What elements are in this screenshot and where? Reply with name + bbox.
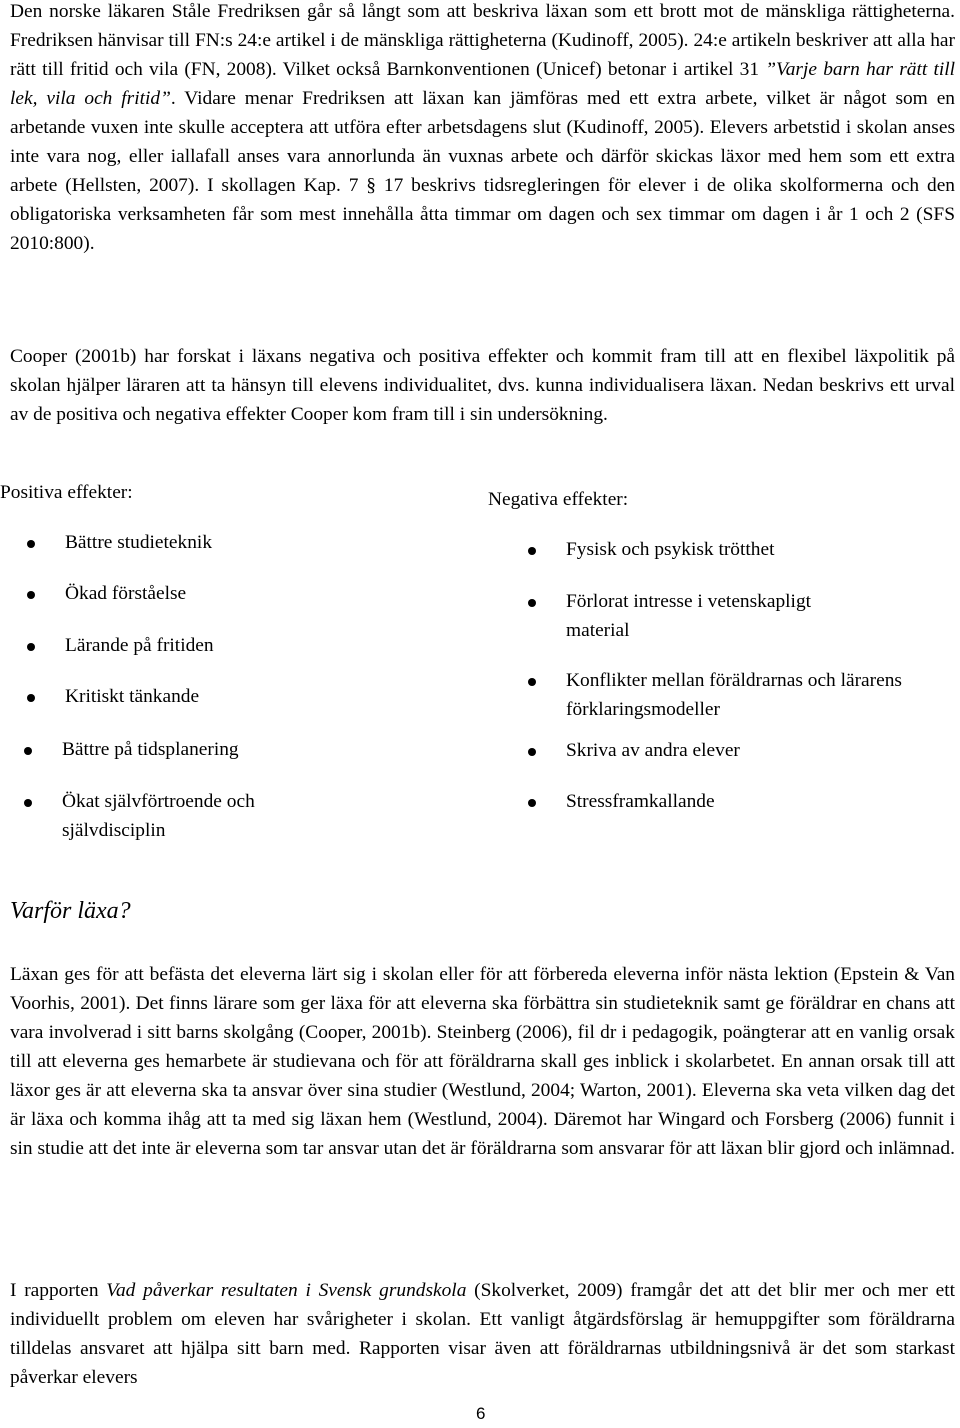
paragraph-purpose: Läxan ges för att befästa det eleverna lärt sig i skolan eller för att förbereda eleverna inför nästa lektion (Epstein & Van Voorhis, 2001). Det finns lärare som ger läxa för att eleverna ska förbättra sin studieteknik samt ge föräldrar en chans att vara involverad i sitt barns skolgång (Cooper, 2001b). Steinberg (2006), fil dr i pedagogik, poängterar att en vanlig orsak till att eleverna ges hemarbete är studievana och för att föräldrarna skall ges inblick i skolarbetet. En annan orsak till att läxor ges är att eleverna ska ta ansvar över sina studier (Westlund, 2004; Warton, 2001). Eleverna ska veta vilken dag det är läxa och komma ihåg att ta med sig läxan hem (Westlund, 2004). Däremot har Wingard och Forsberg (2006) funnit i sin studie att det inte är eleverna som tar ansvar utan det är föräldrarna som ansvarar för att läxan blir gjord och inlämnad. [10, 964, 955, 1159]
list-item: Skriva av andra elever [528, 736, 888, 765]
section-heading: Varför läxa? [10, 898, 131, 924]
list-item: Ökat självförtroende och självdisciplin [24, 787, 324, 845]
paragraph-text: (Skolverket, 2009) framgår det att det blir mer och mer ett individuellt problem om eleven har svårigheter i skolan. Ett vanligt åtgärdsförslag är hemuppgifter som föräldrarna tilldelas ansvaret att hjälpa sitt barn med. Rapporten visar även att föräldrarnas utbildningsnivå är det som starkast påverkar elevers [10, 1280, 955, 1388]
list-item: Fysisk och psykisk trötthet [528, 535, 888, 564]
bullet-icon [27, 540, 35, 548]
paragraph-skolverket [10, 1276, 955, 1392]
bullet-icon [27, 591, 35, 599]
bullet-icon [27, 694, 35, 702]
report-title: Vad påverkar resultaten i Svensk grundskola [106, 1280, 467, 1301]
paragraph-text: Den norske läkaren Ståle Fredriksen går så långt som att beskriva läxan som ett brott mot de mänskliga rättigheterna. Fredriksen hänvisar till FN:s 24:e artikel i de mänskliga rättigheterna (Kudinoff, 2005). 24:e artikeln beskriver att alla har rätt till fritid och vila (FN, 2008). Vilket också Barnkonventionen (Unicef) betonar i artikel 31 [10, 1, 955, 80]
page-number: 6 [476, 1404, 486, 1423]
bullet-icon [24, 747, 32, 755]
quote-text: ”Varje barn har rätt till lek, vila och fritid” [10, 59, 955, 109]
paragraph-text: . Vidare menar Fredriksen att läxan kan jämföras med ett extra arbete, vilket är något som en arbetande vuxen inte skulle acceptera att utföra efter arbetsdagens slut (Kudinoff, 2005). Elevers arbetstid i skolan anses inte vara nog, eller iallafall anses vara annorlunda än vuxnas arbete och därför skickas läxor med hem som ett extra arbete (Hellsten, 2007). I skollagen Kap. 7 § 17 beskrivs tidsregleringen för elever i de olika skolformerna och den obligatoriska verksamheten får som mest innehålla åtta timmar om dagen och sex timmar om dagen i år 1 och 2 (SFS 2010:800). [10, 88, 955, 254]
list-item: Bättre på tidsplanering [24, 735, 384, 764]
bullet-icon [528, 599, 536, 607]
bullet-icon [528, 547, 536, 555]
list-item: Ökad förståelse [27, 579, 387, 608]
list-item: Kritiskt tänkande [27, 682, 387, 711]
paragraph-text: I rapporten [10, 1280, 107, 1301]
list-item: Stressframkallande [528, 787, 888, 816]
positive-effects-heading: Positiva effekter: [0, 482, 133, 503]
negative-effects-heading: Negativa effekter: [488, 489, 629, 510]
paragraph-fredriksen [10, 0, 955, 258]
bullet-icon [24, 799, 32, 807]
paragraph-cooper: Cooper (2001b) har forskat i läxans negativa och positiva effekter och kommit fram till att en flexibel läxpolitik på skolan hjälper läraren att ta hänsyn till elevens individualitet, dvs. kunna individualisera läxan. Nedan beskrivs ett urval av de positiva och negativa effekter Cooper kom fram till i sin undersökning. [10, 346, 955, 425]
list-item: Förlorat intresse i vetenskapligt material [528, 587, 878, 645]
bullet-icon [528, 799, 536, 807]
bullet-icon [528, 748, 536, 756]
list-item: Lärande på fritiden [27, 631, 387, 660]
bullet-icon [528, 678, 536, 686]
list-item: Konflikter mellan föräldrarnas och lärarens förklaringsmodeller [528, 666, 908, 724]
list-item: Bättre studieteknik [27, 528, 387, 557]
bullet-icon [27, 643, 35, 651]
